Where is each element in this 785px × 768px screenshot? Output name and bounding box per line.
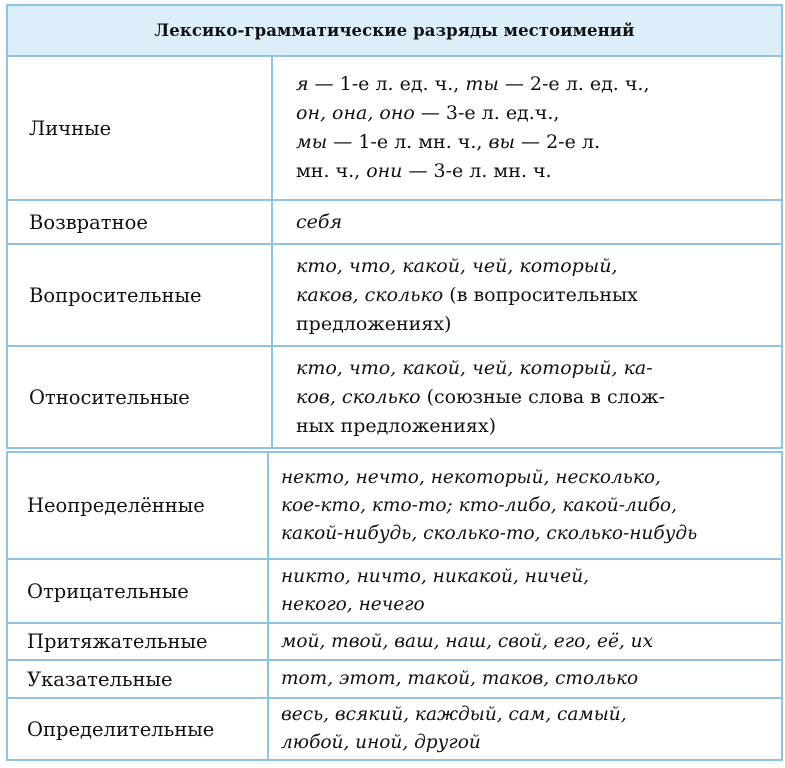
example-line bbox=[296, 412, 773, 441]
example-note: предложениях) bbox=[296, 312, 452, 335]
example-pronoun: они bbox=[366, 160, 403, 182]
pronoun-table-lower bbox=[6, 451, 783, 761]
example-line bbox=[281, 464, 773, 492]
example-pronoun: мы bbox=[296, 131, 328, 153]
examples-cell bbox=[269, 699, 781, 759]
example-line bbox=[296, 252, 773, 281]
example-pronoun: кто, что, какой, чей, который, bbox=[296, 254, 618, 277]
example-pronoun: мой, твой, ваш, наш, свой, его, её, их bbox=[281, 630, 654, 652]
example-note: — 2-е л. ед. ч., bbox=[498, 73, 650, 95]
example-pronoun: некто, нечто, некоторый, несколько, bbox=[281, 466, 661, 488]
examples-cell bbox=[273, 201, 781, 243]
example-note: мн. ч., bbox=[296, 160, 367, 182]
example-line bbox=[296, 208, 773, 237]
example-pronoun: тот, этот, такой, таков, столько bbox=[281, 668, 639, 689]
example-pronoun: никто, ничто, никакой, ничей, bbox=[281, 566, 590, 587]
example-pronoun: весь, всякий, каждый, сам, самый, bbox=[281, 704, 627, 725]
example-note: (союзные слова в слож- bbox=[420, 385, 666, 408]
category-cell: Притяжательные bbox=[8, 624, 269, 659]
example-line bbox=[281, 591, 773, 619]
example-pronoun: кое-кто, кто-то; кто-либо, какой-либо, bbox=[281, 494, 677, 516]
example-pronoun: некого, нечего bbox=[281, 594, 425, 615]
examples-cell bbox=[269, 624, 781, 659]
example-note: ных предложениях) bbox=[296, 414, 496, 437]
pronoun-table-upper bbox=[6, 4, 783, 449]
example-line bbox=[296, 128, 773, 157]
example-line bbox=[281, 563, 773, 591]
category-cell: Личные bbox=[8, 57, 273, 199]
example-pronoun: ты bbox=[465, 73, 499, 95]
example-line bbox=[281, 520, 773, 548]
example-line bbox=[296, 354, 773, 383]
example-note: — 3-е л. мн. ч. bbox=[402, 160, 552, 182]
example-pronoun: он, она, оно bbox=[296, 102, 415, 124]
example-pronoun: себя bbox=[296, 210, 343, 233]
table-row bbox=[8, 697, 781, 759]
example-line bbox=[281, 701, 773, 729]
example-line bbox=[281, 729, 773, 757]
example-pronoun: какой-нибудь, сколько-то, сколько-нибудь bbox=[281, 522, 698, 544]
category-cell: Отрицательные bbox=[8, 560, 269, 622]
table-row bbox=[8, 199, 781, 243]
example-pronoun: ков, сколько bbox=[296, 385, 421, 408]
example-note: — 2-е л. bbox=[515, 131, 600, 153]
category-cell: Определительные bbox=[8, 699, 269, 759]
category-cell: Вопросительные bbox=[8, 245, 273, 345]
category-cell: Возвратное bbox=[8, 201, 273, 243]
example-pronoun: каков, сколько bbox=[296, 283, 444, 306]
category-cell: Неопределённые bbox=[8, 453, 269, 558]
table-header bbox=[8, 6, 781, 57]
examples-cell bbox=[273, 57, 781, 199]
examples-cell bbox=[269, 453, 781, 558]
table-row bbox=[8, 243, 781, 345]
category-cell: Указательные bbox=[8, 661, 269, 697]
example-line bbox=[296, 310, 773, 339]
example-note: — 3-е л. ед.ч., bbox=[414, 102, 560, 124]
example-pronoun: кто, что, какой, чей, который, ка- bbox=[296, 356, 653, 379]
example-line bbox=[296, 157, 773, 186]
example-note: — 1-е л. мн. ч., bbox=[327, 131, 489, 153]
table-row bbox=[8, 659, 781, 697]
category-cell: Относительные bbox=[8, 347, 273, 447]
example-pronoun: я bbox=[296, 73, 309, 95]
example-line bbox=[281, 628, 773, 656]
examples-cell bbox=[269, 560, 781, 622]
example-line bbox=[281, 492, 773, 520]
example-pronoun: любой, иной, другой bbox=[281, 732, 481, 753]
example-note: (в вопросительных bbox=[443, 283, 638, 306]
example-line bbox=[296, 70, 773, 99]
example-line bbox=[281, 665, 773, 693]
table-row bbox=[8, 345, 781, 447]
example-pronoun: вы bbox=[488, 131, 516, 153]
table-row bbox=[8, 57, 781, 199]
examples-cell bbox=[273, 245, 781, 345]
example-line bbox=[296, 281, 773, 310]
table-title: Лексико-грамматические разряды местоимений bbox=[154, 21, 635, 40]
table-row bbox=[8, 622, 781, 659]
example-line bbox=[296, 383, 773, 412]
examples-cell bbox=[273, 347, 781, 447]
example-note: — 1-е л. ед. ч., bbox=[308, 73, 466, 95]
examples-cell bbox=[269, 661, 781, 697]
example-line bbox=[296, 99, 773, 128]
table-row bbox=[8, 453, 781, 558]
table-row bbox=[8, 558, 781, 622]
